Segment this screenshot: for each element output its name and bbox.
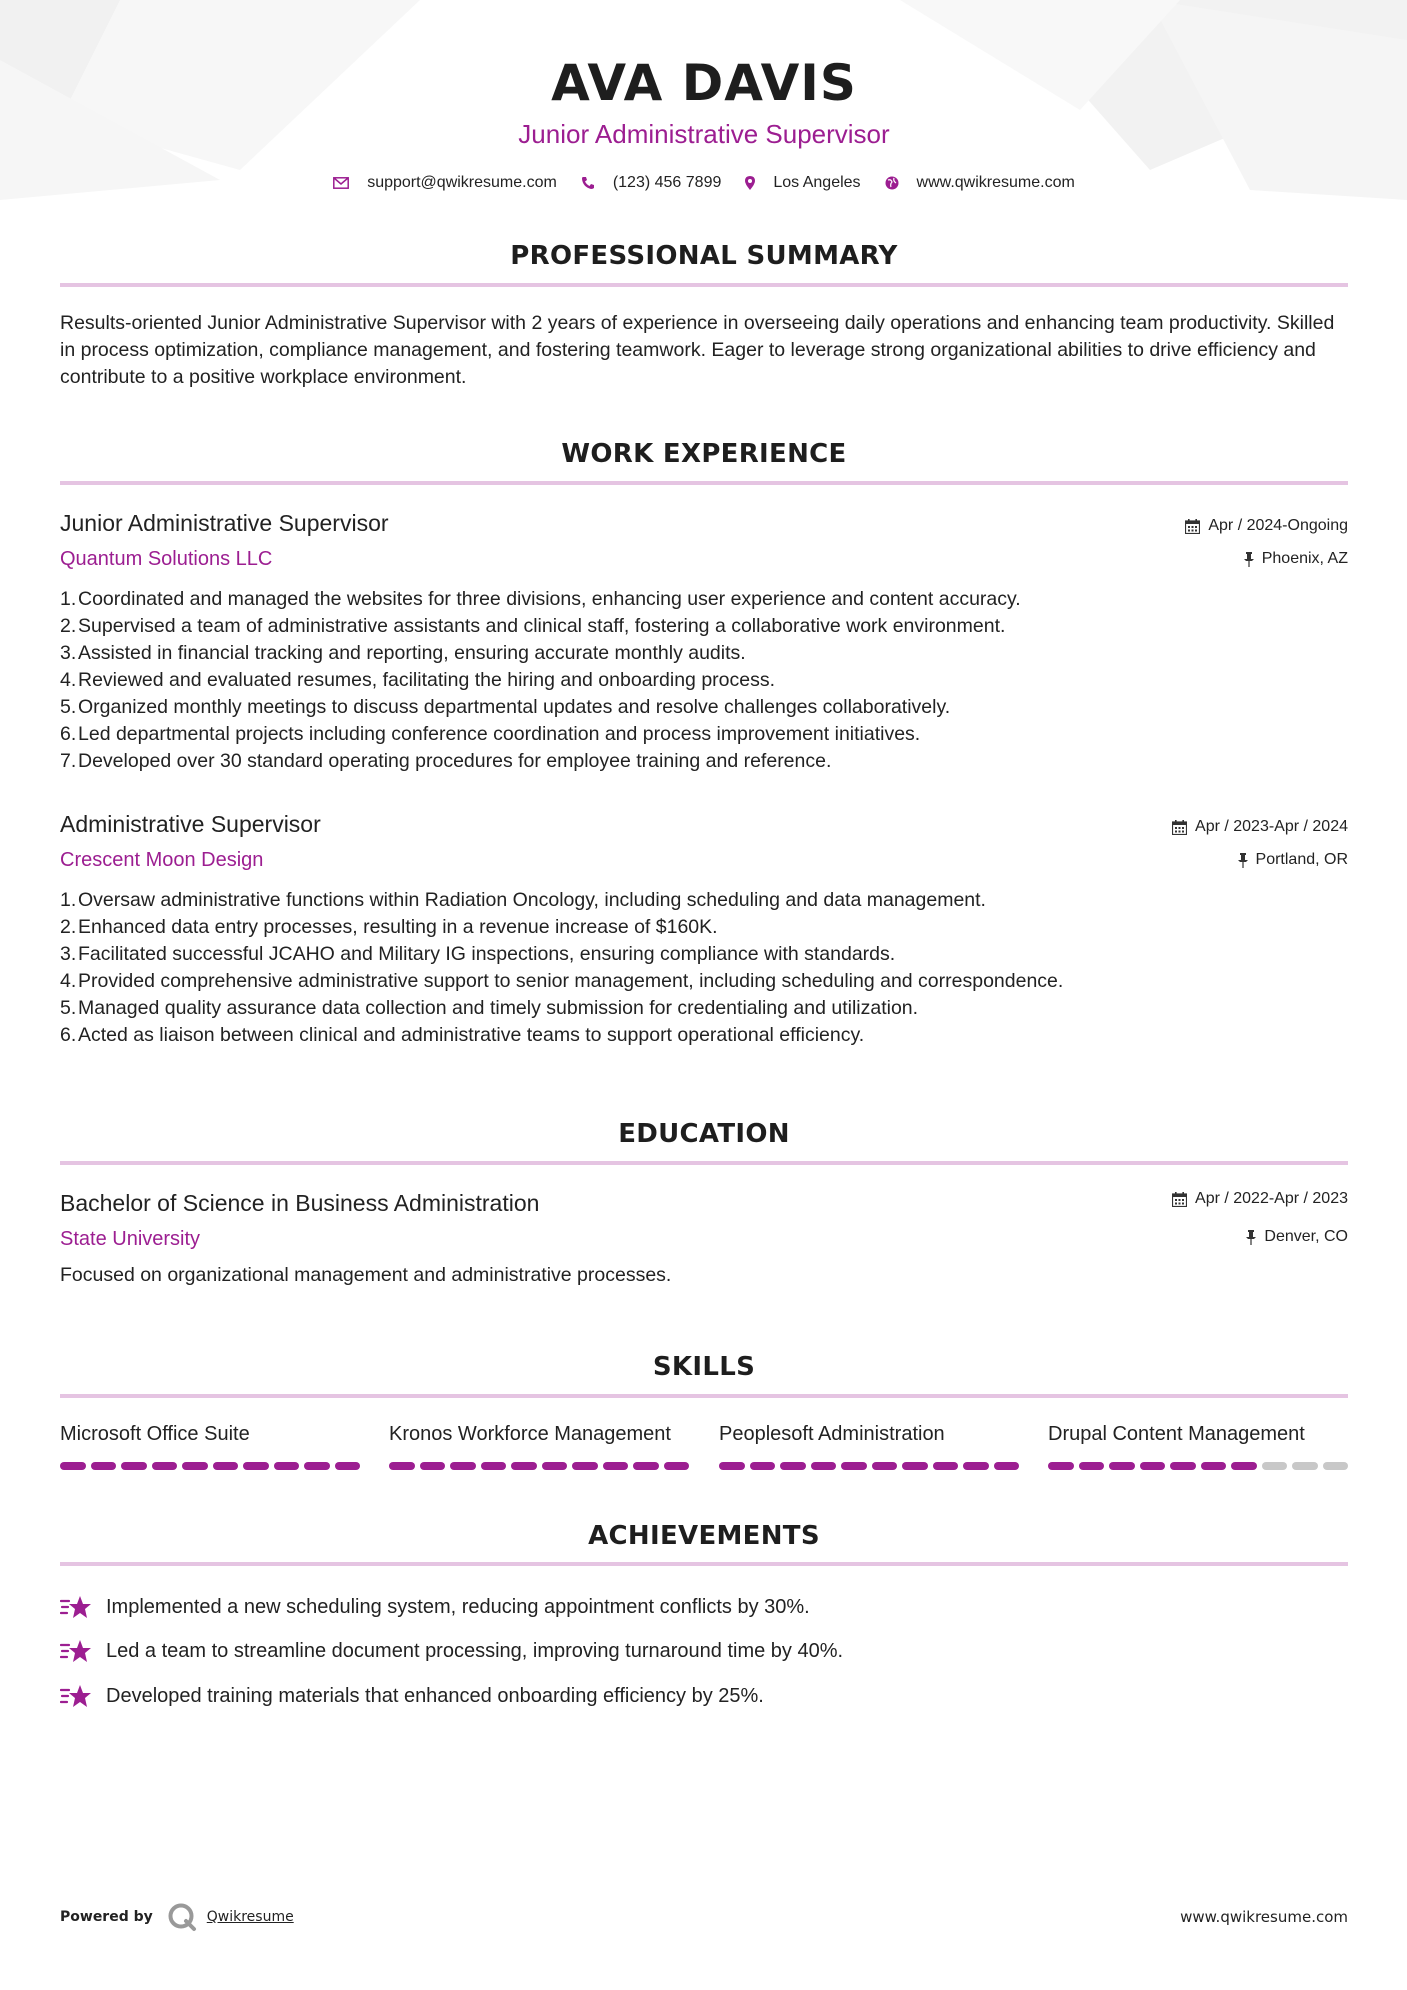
experience-divider [60, 481, 1348, 485]
list-item: 3. Facilitated successful JCAHO and Military IG inspections, ensuring compliance with standards. [60, 943, 896, 965]
header-background-pattern [0, 0, 1407, 230]
envelope-icon [333, 177, 349, 189]
footer-website[interactable]: www.qwikresume.com [1180, 1908, 1348, 1926]
contact-bar [60, 175, 1348, 191]
qwikresume-logo-icon [167, 1902, 197, 1932]
skill-level-segment [1262, 1462, 1288, 1470]
skill-level-bar [60, 1462, 360, 1470]
list-item: 5. Managed quality assurance data collection and timely submission for credentialing and utilization. [60, 997, 919, 1019]
skill-level-bar [719, 1462, 1019, 1470]
achievement-text: Developed training materials that enhanced onboarding efficiency by 25%. [106, 1685, 764, 1707]
skill-level-segment [933, 1462, 959, 1470]
skill-level-segment [603, 1462, 629, 1470]
job-dates-text: Apr / 2024-Ongoing [1208, 517, 1348, 534]
skill-level-segment [963, 1462, 989, 1470]
job-company: Crescent Moon Design [60, 849, 264, 871]
skill-item [719, 1424, 1019, 1444]
list-item: 5. Organized monthly meetings to discuss departmental updates and resolve challenges collaboratively. [60, 696, 951, 718]
skill-level-segment [1201, 1462, 1227, 1470]
shooting-star-icon [60, 1683, 92, 1709]
skill-level-segment [335, 1462, 361, 1470]
job-location-text: Portland, OR [1255, 851, 1348, 868]
contact-location [745, 175, 860, 191]
achievement-item [60, 1638, 843, 1664]
list-item: 2. Enhanced data entry processes, resulting in a revenue increase of $160K. [60, 916, 718, 938]
skill-level-segment [121, 1462, 147, 1470]
list-item: 7. Developed over 30 standard operating procedures for employee training and reference. [60, 750, 832, 772]
achievement-text: Implemented a new scheduling system, reducing appointment conflicts by 30%. [106, 1596, 810, 1618]
skill-level-segment [182, 1462, 208, 1470]
job-company: Quantum Solutions LLC [60, 548, 273, 570]
skill-level-segment [450, 1462, 476, 1470]
job-bullets [60, 887, 1348, 1049]
skill-level-segment [841, 1462, 867, 1470]
list-item: 2. Supervised a team of administrative assistants and clinical staff, fostering a collaborative work environment. [60, 615, 1006, 637]
list-item: 3. Assisted in financial tracking and reporting, ensuring accurate monthly audits. [60, 642, 746, 664]
job-dates [1185, 518, 1348, 534]
skill-level-segment [304, 1462, 330, 1470]
skill-level-segment [542, 1462, 568, 1470]
skill-item [60, 1424, 360, 1444]
skill-level-segment [213, 1462, 239, 1470]
skill-item [1048, 1424, 1348, 1444]
pushpin-icon [1244, 552, 1254, 567]
skill-level-segment [152, 1462, 178, 1470]
contact-email[interactable] [333, 175, 557, 191]
skill-level-segment [1048, 1462, 1074, 1470]
contact-phone[interactable] [581, 175, 722, 191]
skill-level-segment [872, 1462, 898, 1470]
skill-name: Microsoft Office Suite [60, 1423, 250, 1445]
job-dates [1172, 819, 1348, 835]
shooting-star-icon [60, 1594, 92, 1620]
job-dates-text: Apr / 2023-Apr / 2024 [1195, 818, 1348, 835]
skill-level-segment [511, 1462, 537, 1470]
skill-level-segment [1140, 1462, 1166, 1470]
education-dates-text: Apr / 2022-Apr / 2023 [1195, 1190, 1348, 1207]
footer-powered-by [60, 1902, 294, 1932]
skills-heading: SKILLS [652, 1352, 756, 1382]
skill-level-segment [91, 1462, 117, 1470]
skill-level-segment [60, 1462, 86, 1470]
experience-heading: WORK EXPERIENCE [561, 439, 847, 469]
contact-website[interactable] [885, 175, 1075, 191]
shooting-star-icon [60, 1638, 92, 1664]
list-item: 6. Acted as liaison between clinical and administrative teams to support operational efficiency. [60, 1024, 865, 1046]
candidate-title: Junior Administrative Supervisor [518, 119, 890, 149]
pushpin-icon [1238, 853, 1248, 868]
brand-link[interactable]: Qwikresume [206, 1909, 294, 1925]
education-description: Focused on organizational management and administrative processes. [60, 1264, 672, 1286]
list-item: 4. Provided comprehensive administrative support to senior management, including scheduling and correspondence. [60, 970, 1064, 992]
skill-item [389, 1424, 689, 1444]
summary-divider [60, 283, 1348, 287]
achievement-text: Led a team to streamline document processing, improving turnaround time by 40%. [106, 1640, 844, 1662]
skill-level-bar [389, 1462, 689, 1470]
skill-level-segment [1323, 1462, 1349, 1470]
skills-divider [60, 1394, 1348, 1398]
calendar-icon [1185, 519, 1200, 534]
phone-icon [581, 176, 595, 190]
location-text: Los Angeles [773, 174, 861, 191]
education-heading: EDUCATION [618, 1119, 790, 1149]
phone-text: (123) 456 7899 [612, 174, 722, 191]
achievements-heading: ACHIEVEMENTS [588, 1521, 820, 1551]
globe-icon [885, 176, 899, 190]
email-text: support@qwikresume.com [367, 174, 557, 191]
job-title: Junior Administrative Supervisor [60, 510, 389, 536]
skill-level-segment [420, 1462, 446, 1470]
school-name: State University [60, 1228, 201, 1250]
calendar-icon [1172, 820, 1187, 835]
degree-title: Bachelor of Science in Business Administration [60, 1190, 540, 1216]
skill-level-segment [1109, 1462, 1135, 1470]
skill-level-segment [243, 1462, 269, 1470]
powered-by-label: Powered by [60, 1909, 153, 1925]
pushpin-icon [1246, 1230, 1256, 1245]
calendar-icon [1172, 1192, 1187, 1207]
list-item: 4. Reviewed and evaluated resumes, facilitating the hiring and onboarding process. [60, 669, 776, 691]
job-title: Administrative Supervisor [60, 811, 321, 837]
list-item: 1. Coordinated and managed the websites for three divisions, enhancing user experience and content accuracy. [60, 588, 1021, 610]
skill-name: Kronos Workforce Management [389, 1423, 671, 1445]
skill-level-segment [902, 1462, 928, 1470]
education-dates [1172, 1191, 1348, 1207]
summary-text: Results-oriented Junior Administrative Supervisor with 2 years of experience in overseeing daily operations and enhancing team productivity. Skilled in process optimization, compliance management, and fostering teamwork. Eager to leverage strong organizational abilities to drive efficiency and contribute to a positive workplace environment. [60, 312, 1335, 388]
list-item: 6. Led departmental projects including conference coordination and process improvement initiatives. [60, 723, 921, 745]
skill-level-segment [719, 1462, 745, 1470]
skill-level-bar [1048, 1462, 1348, 1470]
skill-name: Drupal Content Management [1048, 1423, 1305, 1445]
skill-level-segment [1292, 1462, 1318, 1470]
skill-level-segment [811, 1462, 837, 1470]
summary-heading: PROFESSIONAL SUMMARY [510, 241, 898, 271]
education-location-text: Denver, CO [1264, 1228, 1348, 1245]
candidate-name: AVA DAVIS [551, 54, 857, 112]
job-location [1238, 852, 1348, 868]
skill-level-segment [481, 1462, 507, 1470]
job-location-text: Phoenix, AZ [1261, 550, 1348, 567]
achievements-divider [60, 1562, 1348, 1566]
skill-level-segment [780, 1462, 806, 1470]
skill-level-segment [1170, 1462, 1196, 1470]
map-pin-icon [745, 176, 755, 190]
education-location [1246, 1229, 1348, 1245]
skill-name: Peoplesoft Administration [719, 1423, 945, 1445]
achievement-item [60, 1594, 810, 1620]
skill-level-segment [750, 1462, 776, 1470]
job-bullets [60, 586, 1348, 775]
education-divider [60, 1161, 1348, 1165]
skill-level-segment [994, 1462, 1020, 1470]
job-location [1244, 551, 1348, 567]
skill-level-segment [274, 1462, 300, 1470]
list-item: 1. Oversaw administrative functions within Radiation Oncology, including scheduling and data management. [60, 889, 986, 911]
skill-level-segment [633, 1462, 659, 1470]
achievement-item [60, 1683, 764, 1709]
skill-level-segment [1079, 1462, 1105, 1470]
skill-level-segment [572, 1462, 598, 1470]
website-text: www.qwikresume.com [916, 174, 1075, 191]
skill-level-segment [1231, 1462, 1257, 1470]
skill-level-segment [389, 1462, 415, 1470]
skill-level-segment [664, 1462, 690, 1470]
